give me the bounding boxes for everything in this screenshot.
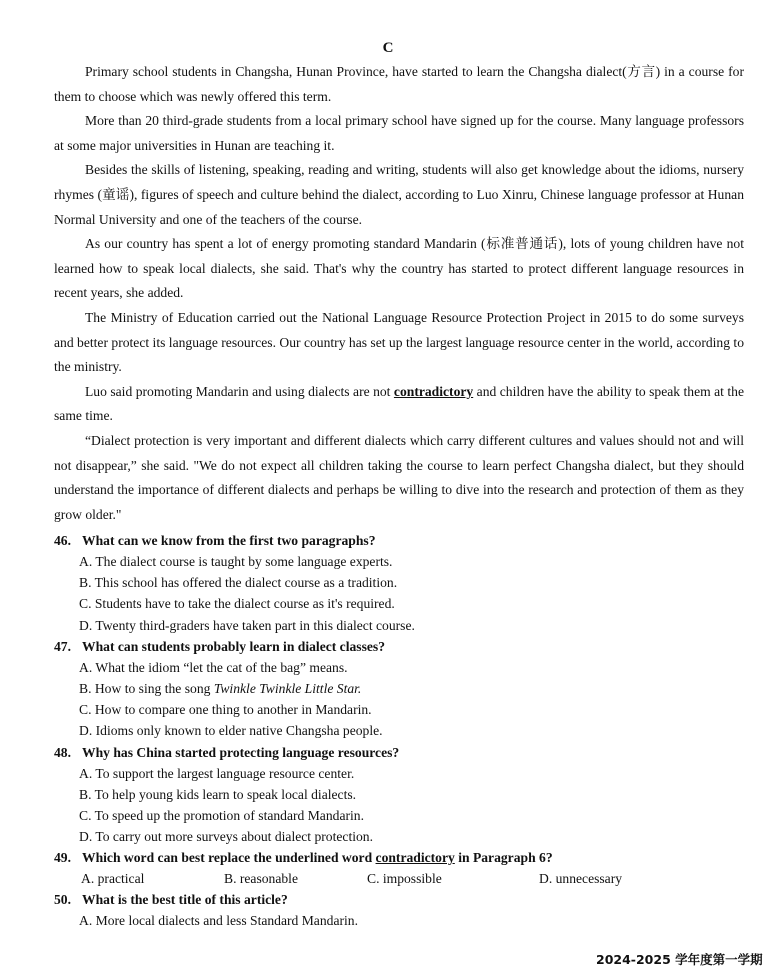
question-48	[54, 742, 754, 848]
paragraph-5: The Ministry of Education carried out the National Language Resource Protection Project in 2015 to do some surveys and better protect its language resources. Our country has set up the largest language resource center in the world, according to the ministry.	[54, 309, 744, 375]
options-row	[54, 868, 754, 889]
footer-term-label: 2024-2025 学年度第一学期	[596, 952, 763, 967]
option-d: D. unnecessary	[539, 871, 623, 887]
questions-section	[54, 530, 754, 932]
option-a: A. More local dialects and less Standard Mandarin.	[79, 913, 358, 929]
option-a: A. To support the largest language resource center.	[79, 765, 355, 781]
paragraph-4: As our country has spent a lot of energy promoting standard Mandarin (标准普通话), lots of young children have not learned how to speak local dialects, she said. That's why the country has started to protect different language resources in recent years, she added.	[54, 236, 744, 301]
underlined-word: contradictory	[375, 850, 455, 866]
paragraph-1: Primary school students in Changsha, Hunan Province, have started to learn the Changsha dialect(方言) in a course for them to choose which was newly offered this term.	[54, 64, 744, 104]
option-b-text: B. How to sing the song	[79, 681, 214, 697]
question-stem: What can we know from the first two paragraphs?	[82, 533, 376, 548]
paragraph-6	[54, 380, 744, 429]
option-a: A. practical	[81, 871, 145, 887]
paragraph-2: More than 20 third-grade students from a local primary school have signed up for the course. Many language professors at some major universities in Hunan are teaching it.	[54, 113, 744, 153]
option-b: B. This school has offered the dialect course as a tradition.	[79, 575, 398, 591]
paragraph-3: Besides the skills of listening, speaking, reading and writing, students will also get knowledge about the idioms, nursery rhymes (童谣), figures of speech and culture behind the dialect, according to Luo Xinru, Chinese language professor at Hunan Normal University and one of the teachers of the course.	[54, 162, 744, 227]
question-number: 47.	[54, 638, 71, 654]
question-46	[54, 530, 754, 636]
underlined-word: contradictory	[393, 383, 474, 399]
option-a: A. The dialect course is taught by some language experts.	[79, 554, 393, 569]
question-stem: What is the best title of this article?	[82, 892, 288, 908]
question-stem: What can students probably learn in dialect classes?	[82, 638, 385, 654]
question-49	[54, 847, 754, 889]
question-47	[54, 636, 754, 742]
option-b: B. reasonable	[224, 871, 298, 887]
question-stem: Why has China started protecting language resources?	[82, 744, 400, 760]
option-c: C. How to compare one thing to another in Mandarin.	[79, 702, 372, 718]
option-b: B. To help young kids learn to speak local dialects.	[79, 786, 357, 802]
option-a: A. What the idiom “let the cat of the bag” means.	[79, 659, 348, 675]
option-b	[54, 678, 754, 699]
option-d: D. To carry out more surveys about dialect protection.	[79, 829, 373, 845]
question-stem-before: Which word can best replace the underlined word	[82, 850, 376, 866]
option-c: C. impossible	[367, 871, 442, 887]
question-number: 48.	[54, 744, 71, 760]
reading-passage	[54, 60, 744, 527]
question-number: 50.	[54, 892, 71, 908]
section-heading: C	[382, 40, 394, 56]
option-d: D. Twenty third-graders have taken part in this dialect course.	[79, 617, 415, 633]
option-c: C. Students have to take the dialect course as it's required.	[79, 596, 395, 612]
option-c: C. To speed up the promotion of standard Mandarin.	[79, 808, 364, 824]
paragraph-6-text-before: Luo said promoting Mandarin and using dialects are not	[85, 383, 394, 399]
paragraph-6-text-after: and children have the ability to speak them at the same time.	[54, 383, 745, 424]
question-number: 49.	[54, 850, 71, 866]
option-d: D. Idioms only known to elder native Changsha people.	[79, 723, 383, 739]
question-stem-after: in Paragraph 6?	[454, 850, 553, 866]
question-50	[54, 889, 754, 931]
song-title: Twinkle Twinkle Little Star.	[213, 681, 362, 697]
paragraph-7: “Dialect protection is very important and different dialects which carry different cultures and values should not and will not disappear,” she said. "We do not expect all children taking the course to learn perfect Changsha dialect, but they should understand the importance of different dialects and perhaps be willing to dive into the research and protection of them as they grow older."	[54, 432, 744, 522]
question-number: 46.	[54, 533, 71, 548]
